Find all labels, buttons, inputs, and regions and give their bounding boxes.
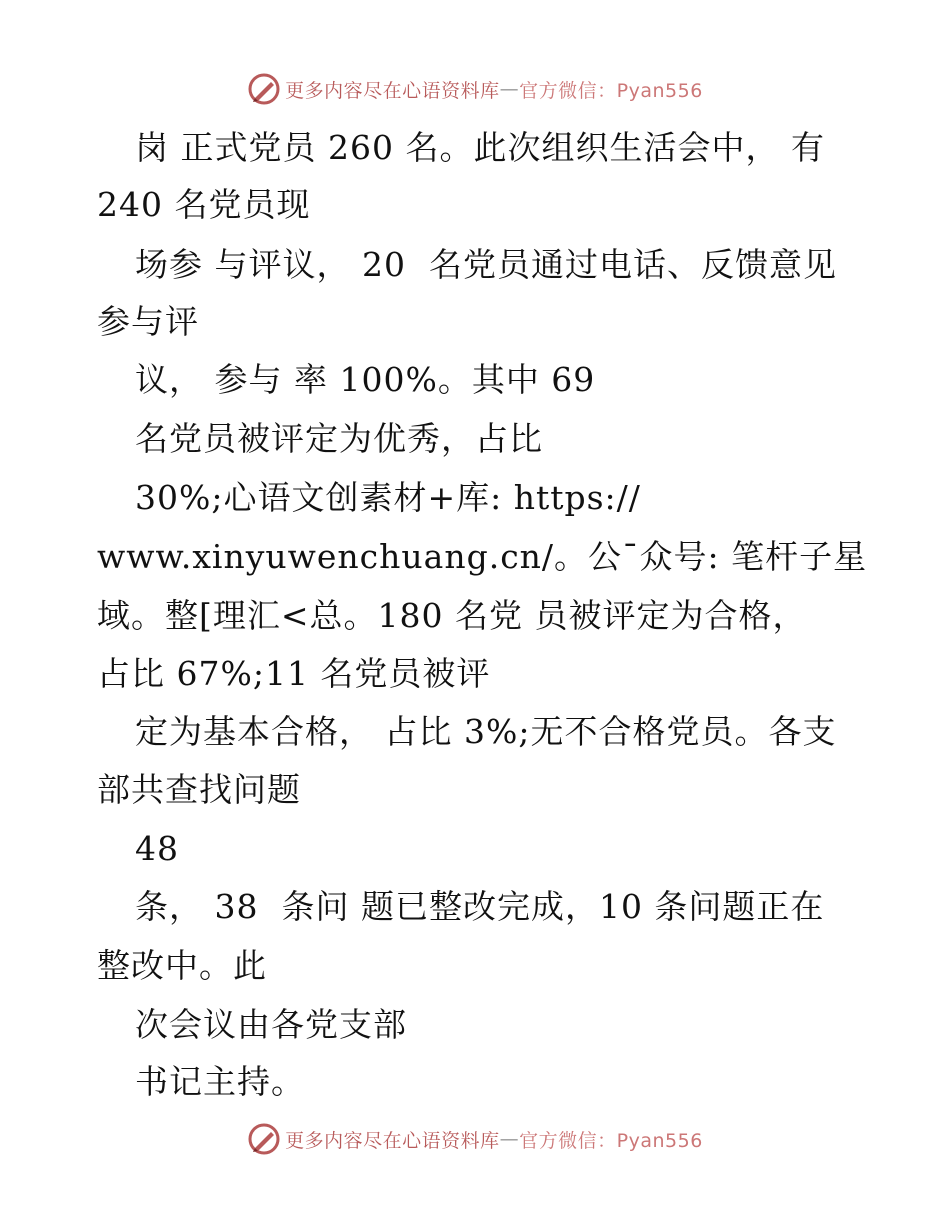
pen-logo-icon <box>247 1122 281 1156</box>
banner-main-text: 更多内容尽在心语资料库 <box>285 1129 500 1152</box>
body-line-10: 占比 67%;11 名党员被评 <box>97 654 491 693</box>
body-line-15: 整改中。此 <box>97 946 267 985</box>
body-line-2: 240 名党员现 <box>97 185 311 224</box>
body-line-8: www.xinyuwenchuang.cn/。公¯众号: 笔杆子星 <box>97 537 868 576</box>
pen-logo-icon <box>247 72 281 106</box>
body-line-3: 场参 与评议， 20 名党员通过电话、反馈意见 <box>135 245 837 284</box>
banner-wechat-text: 官方微信：Pyan556 <box>519 79 703 102</box>
body-line-16: 次会议由各党支部 <box>135 1005 407 1044</box>
footer-banner <box>0 1122 950 1156</box>
body-line-9: 域。整[理汇<总。180 名党 员被评定为合格， <box>97 596 807 635</box>
body-line-5: 议， 参与 率 100%。其中 69 <box>135 360 596 399</box>
body-line-6: 名党员被评定为优秀，占比 <box>135 419 543 458</box>
header-banner <box>0 72 950 106</box>
banner-dash: — <box>499 78 520 100</box>
body-line-14: 条， 38 条问 题已整改完成，10 条问题正在 <box>135 887 825 926</box>
banner-dash: — <box>499 1128 520 1150</box>
body-line-4: 参与评 <box>97 302 199 341</box>
body-line-13: 48 <box>135 829 179 868</box>
banner-wechat-text: 官方微信：Pyan556 <box>519 1129 703 1152</box>
body-line-17: 书记主持。 <box>135 1062 305 1101</box>
body-line-11: 定为基本合格， 占比 3%;无不合格党员。各支 <box>135 712 837 751</box>
body-line-12: 部共查找问题 <box>97 770 301 809</box>
banner-main-text: 更多内容尽在心语资料库 <box>285 79 500 102</box>
body-line-7: 30%;心语文创素材+库: https:// <box>135 478 641 517</box>
body-line-1: 岗 正式党员 260 名。此次组织生活会中， 有 <box>135 128 825 167</box>
